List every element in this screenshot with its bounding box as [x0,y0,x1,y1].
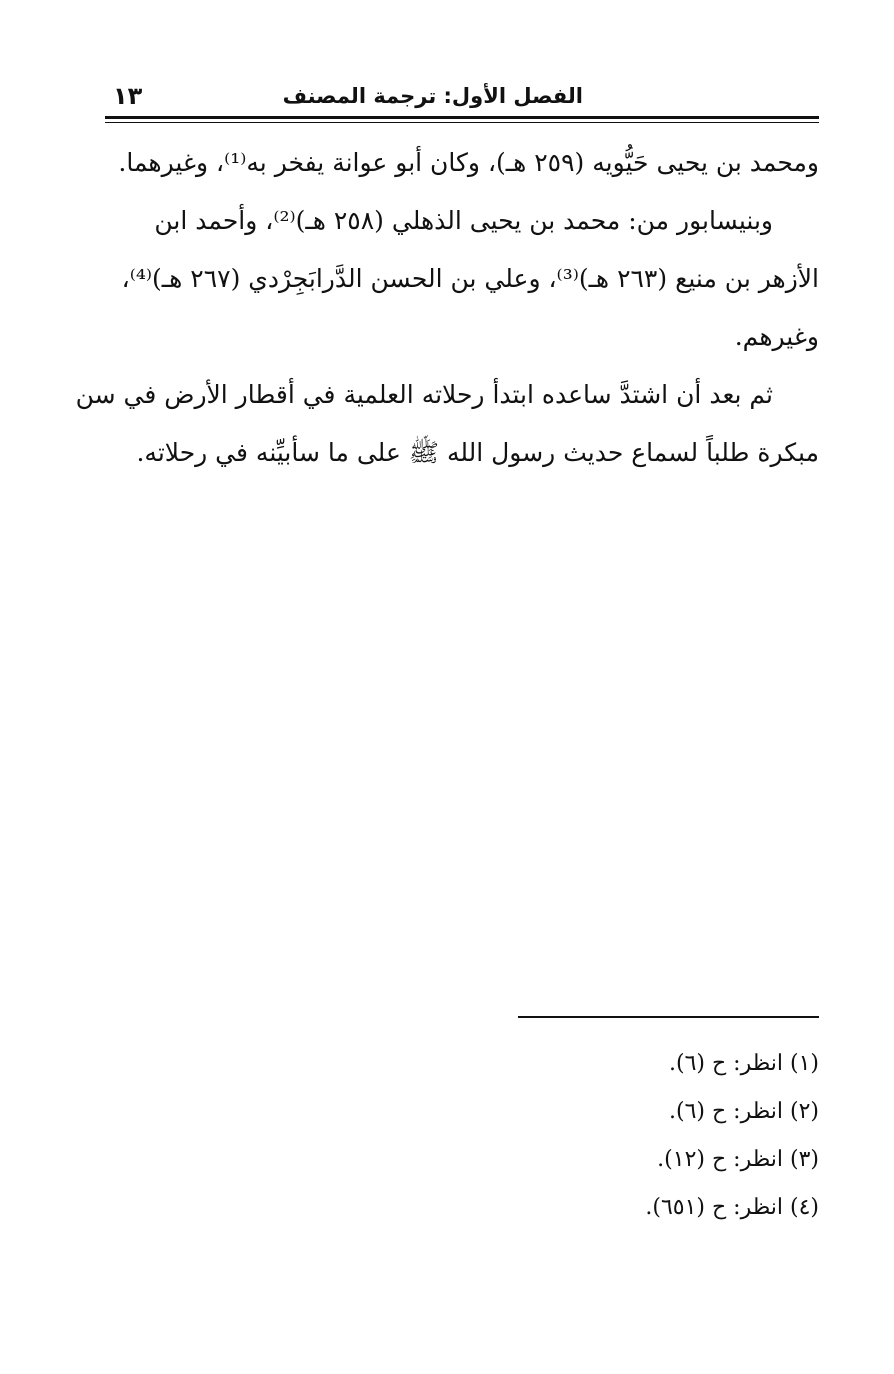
chapter-title: الفصل الأول: ترجمة المصنف [282,84,583,108]
text-line: مبكرة طلباً لسماع حديث رسول الله ﷺ على ما سأبيِّنه في رحلاته. [136,438,819,467]
footnote-1: (١) انظر: ح (٦). [668,1051,819,1076]
footnote-2: (٢) انظر: ح (٦). [668,1099,819,1124]
paragraph-3 [75,366,819,482]
paragraph-1 [105,134,819,192]
page-number: ١٣ [113,82,143,110]
paragraph-2 [105,192,819,366]
text-line: وبنيسابور من: محمد بن يحيى الذهلي (٢٥٨ هـ)⁽²⁾، وأحمد ابن [154,206,773,235]
footnote-3: (٣) انظر: ح (١٢). [657,1147,819,1172]
text-line: الأزهر بن منيع (٢٦٣ هـ)⁽³⁾، وعلي بن الحسن الدَّرابَجِرْدي (٢٦٧ هـ)⁽⁴⁾، [121,264,819,293]
text-line: وغيرهم. [734,322,819,351]
header-rule-thick [105,116,819,119]
body-text [75,134,819,482]
footnote-4: (٤) انظر: ح (٦٥١). [645,1195,819,1220]
footnote-separator [518,1016,819,1018]
text-line: ثم بعد أن اشتدَّ ساعده ابتدأ رحلاته العلمية في أقطار الأرض في سن [75,380,773,409]
text-line: ومحمد بن يحيى حَيُّويه (٢٥٩ هـ)، وكان أبو عوانة يفخر به⁽¹⁾، وغيرهما. [118,148,819,177]
footnotes [405,1040,819,1232]
page-header [105,78,819,114]
header-rule-thin [105,122,819,123]
